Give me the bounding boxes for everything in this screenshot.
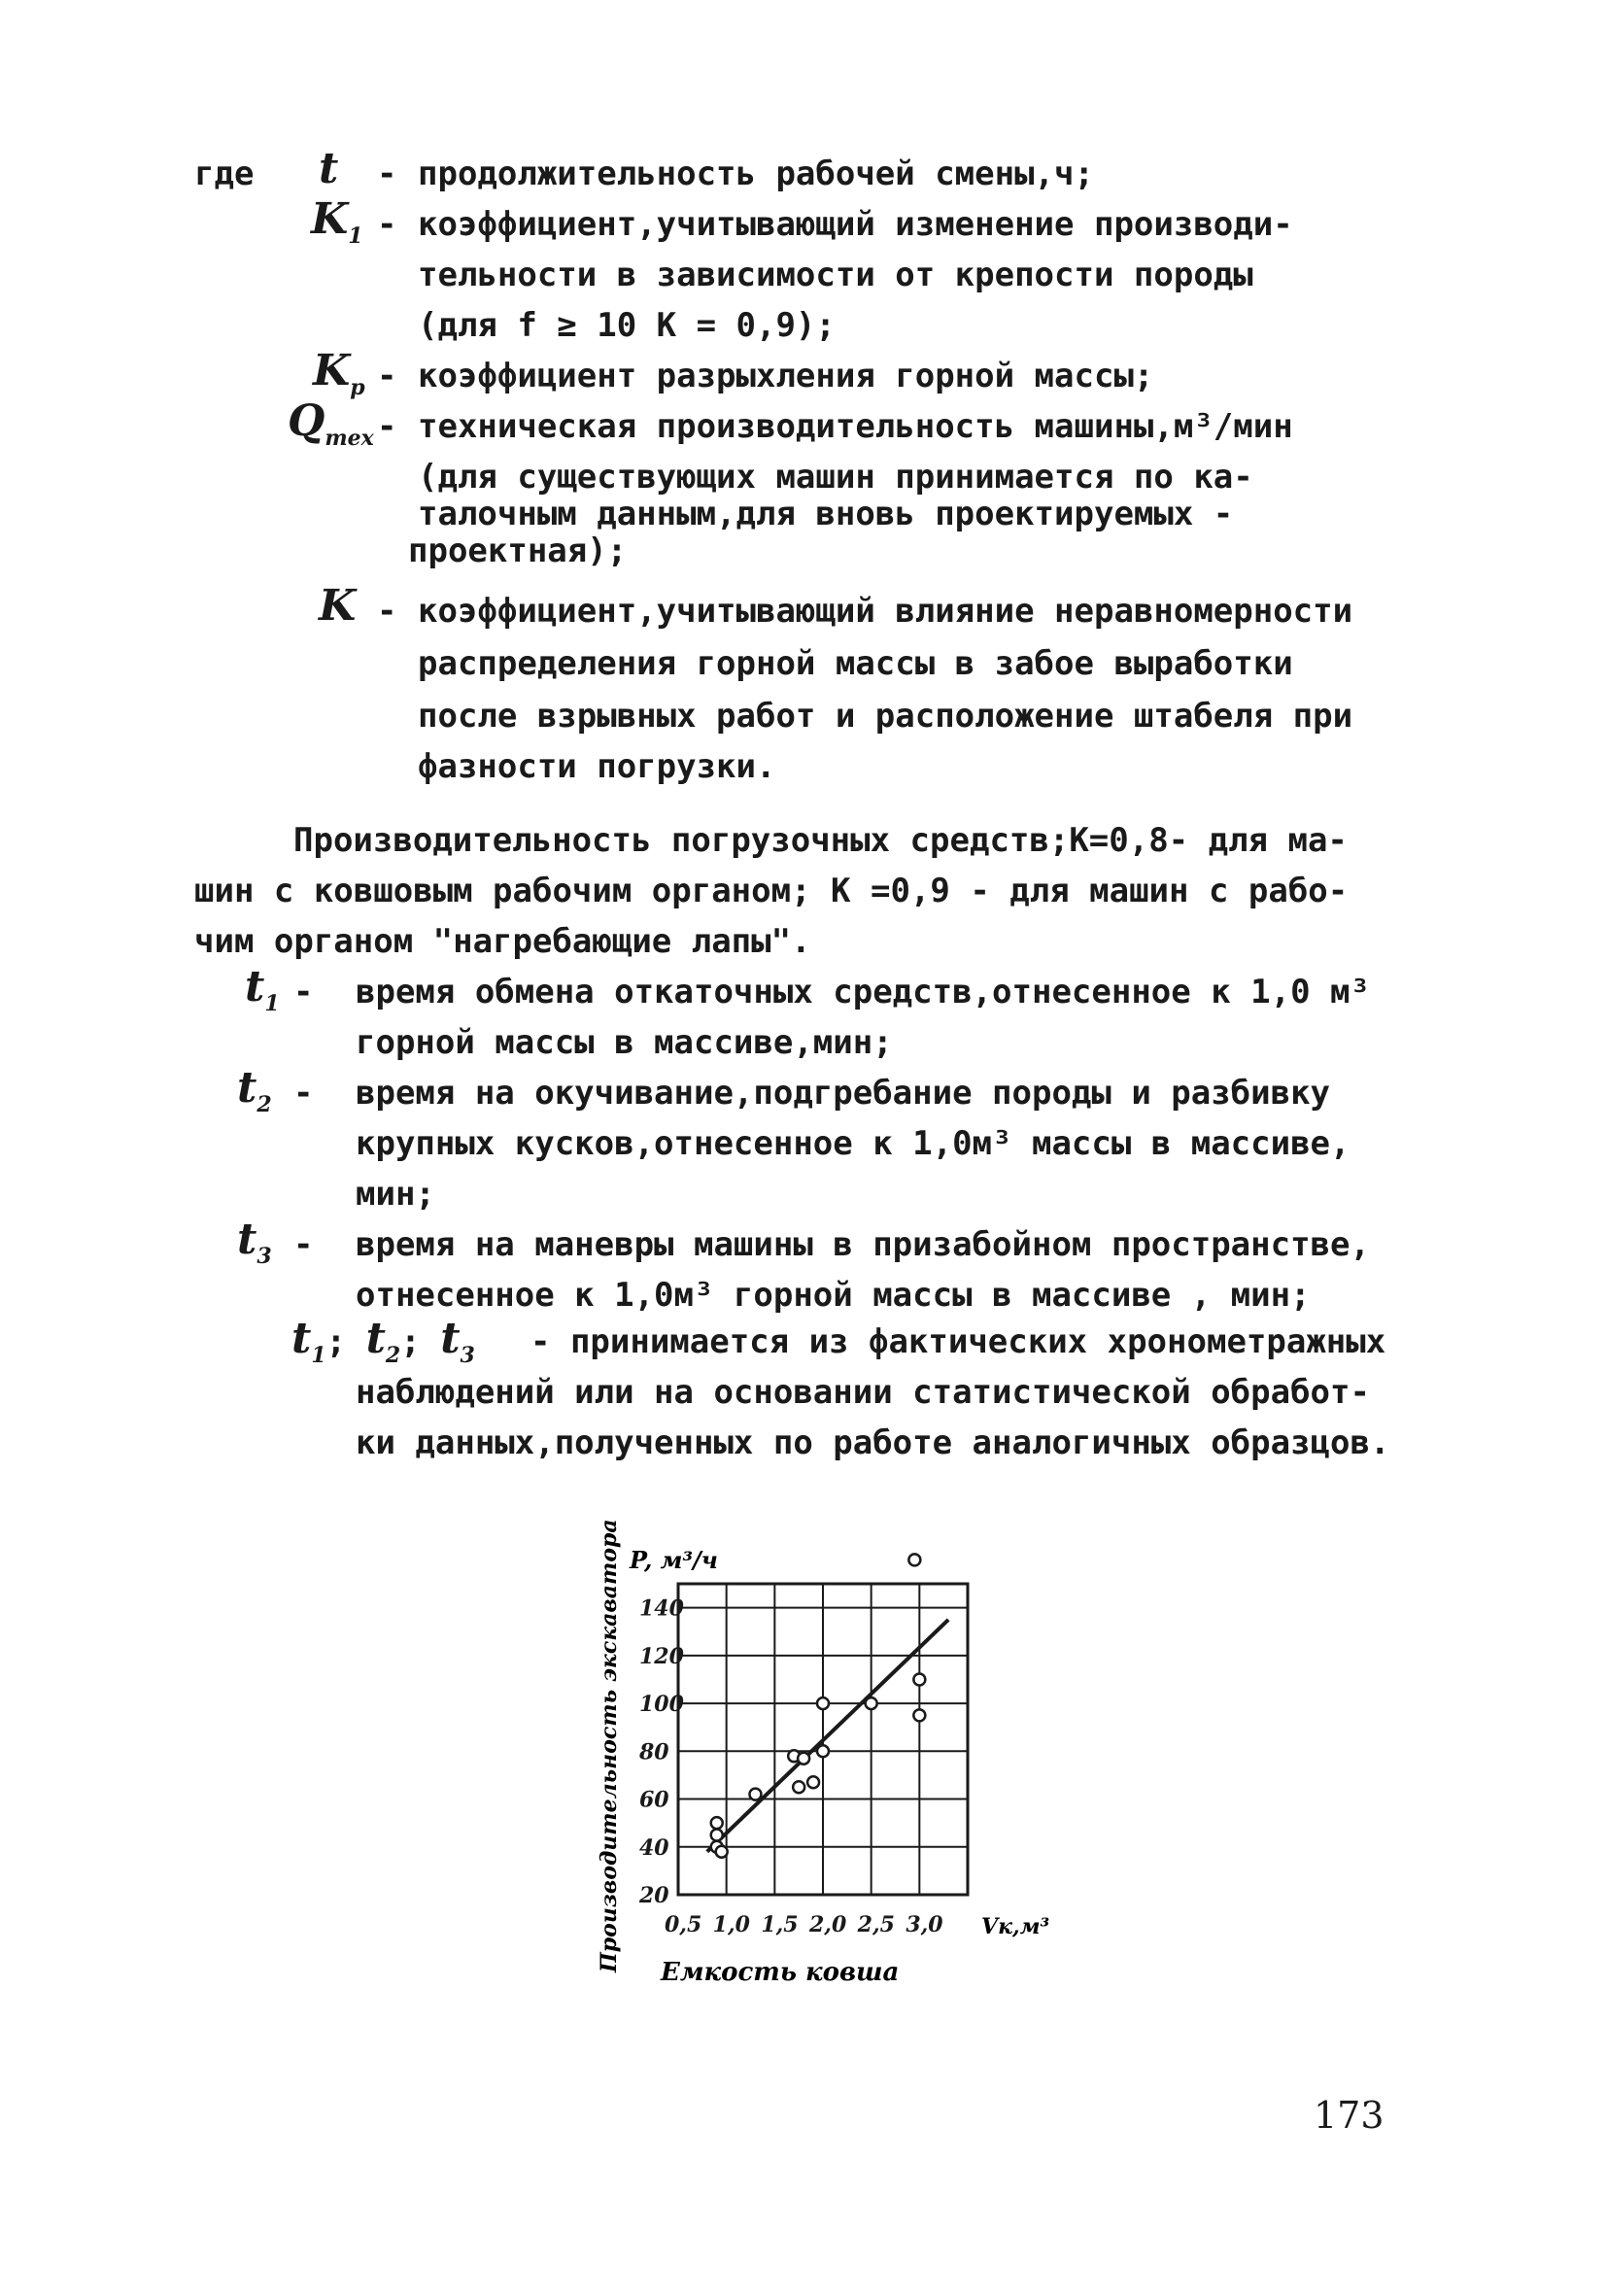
chart-point <box>908 1554 920 1565</box>
chart-xtick-label: 1,5 <box>761 1912 799 1937</box>
chart-ytick-label: 20 <box>639 1883 669 1908</box>
def-t2-line-3: мин; <box>356 1175 435 1214</box>
symbol-qtex: $Q_{тех}$ <box>288 396 374 451</box>
def-k-line-4: фазности погрузки. <box>418 747 776 786</box>
chart-xtick-label: 0,5 <box>665 1912 702 1937</box>
chart-xtick-label: 1,0 <box>712 1912 750 1937</box>
paragraph-line-2: шин с ковшовым рабочим органом; K =0,9 - для машин с рабо- <box>194 872 1349 910</box>
chart-point <box>913 1709 925 1721</box>
chart-ytick-label: 80 <box>639 1739 669 1765</box>
def-qtex-line-3: талочным данным,для вновь проектируемых - <box>418 495 1234 533</box>
chart-ylabel: Производительность экскаватора <box>597 1519 622 1972</box>
def-k-line-2: распределения горной массы в забое выработки <box>418 644 1293 683</box>
symbol-t3: $t_3$ <box>237 1215 272 1269</box>
symbol-t1: $t_1$ <box>245 962 280 1016</box>
chart-point <box>866 1697 877 1709</box>
def-qtex-line-2: (для существующих машин принимается по ка- <box>418 458 1253 497</box>
t-all-line-2: наблюдений или на основании статистической обработ- <box>356 1373 1370 1412</box>
chart-ytick-label: 40 <box>639 1834 669 1861</box>
chart-xtick-label: 2,0 <box>809 1912 847 1937</box>
def-qtex-line-4: проектная); <box>408 531 628 570</box>
symbol-k: K <box>319 581 357 631</box>
productivity-chart <box>583 1487 1049 1992</box>
def-kp-line: коэффициент разрыхления горной массы; <box>418 357 1154 395</box>
def-qtex-dash: - <box>377 407 397 446</box>
def-t2-dash: - <box>293 1074 314 1113</box>
def-qtex-line-1: техническая производительность машины,м³/мин <box>418 407 1293 446</box>
chart-point <box>749 1789 761 1800</box>
def-t3-dash: - <box>293 1225 314 1264</box>
symbol-kp: $K_р$ <box>313 346 365 400</box>
def-t3-line-2: отнесенное к 1,0м³ горной массы в массиве , мин; <box>356 1276 1311 1315</box>
chart-ytick-label: 140 <box>639 1595 684 1622</box>
where-word: где <box>194 154 255 193</box>
symbol-t: t <box>319 144 339 193</box>
chart-ytick-label: 60 <box>639 1787 669 1813</box>
chart-point <box>817 1697 829 1709</box>
chart-point <box>711 1817 723 1829</box>
chart-point <box>807 1776 819 1788</box>
def-t1-dash: - <box>293 973 314 1011</box>
def-k1-dash: - <box>377 205 397 244</box>
chart-point <box>817 1745 829 1757</box>
def-t2-line-2: крупных кусков,отнесенное к 1,0м³ массы в массиве, <box>356 1124 1351 1163</box>
t-all-line-1: - принимается из фактических хронометражных <box>530 1322 1386 1361</box>
chart-xtick-label: 2,5 <box>857 1912 895 1937</box>
def-k-line-1: коэффициент,учитывающий влияние неравномерности <box>418 592 1353 631</box>
chart-trend-line <box>707 1620 948 1852</box>
chart-point <box>716 1846 728 1858</box>
def-t-line: продолжительность рабочей смены,ч; <box>418 154 1094 193</box>
symbol-t-all: $t_1$; $t_2$; $t_3$ <box>291 1314 475 1368</box>
def-t1-line-2: горной массы в массиве,мин; <box>356 1023 893 1062</box>
symbol-t2: $t_2$ <box>237 1063 272 1117</box>
def-t-dash: - <box>377 154 397 193</box>
chart-point <box>793 1781 804 1793</box>
def-t2-line-1: время на окучивание,подгребание породы и разбивку <box>356 1074 1331 1113</box>
chart-ytick-label: 100 <box>639 1692 684 1718</box>
def-k1-line-3: (для f ≥ 10 K = 0,9); <box>418 306 836 345</box>
chart-marks <box>707 1554 948 1857</box>
symbol-k1: $K_1$ <box>311 194 363 249</box>
def-t3-line-1: время на маневры машины в призабойном пространстве, <box>356 1225 1370 1264</box>
chart-ytick-label: 120 <box>639 1643 684 1669</box>
chart-point <box>711 1829 723 1840</box>
def-t1-line-1: время обмена откаточных средств,отнесенное к 1,0 м³ <box>356 973 1370 1011</box>
paragraph-line-1: Производительность погрузочных средств;K=0,8- для ма- <box>293 821 1348 860</box>
def-k1-line-1: коэффициент,учитывающий изменение производи- <box>418 205 1293 244</box>
def-k1-line-2: тельности в зависимости от крепости породы <box>418 256 1253 294</box>
chart-xlabel: Емкость ковша <box>661 1958 900 1987</box>
def-kp-dash: - <box>377 357 397 395</box>
chart-point <box>798 1753 809 1765</box>
page-number: 173 <box>1314 2094 1385 2137</box>
def-k-line-3: после взрывных работ и расположение штабеля при <box>418 697 1353 736</box>
paragraph-line-3: чим органом "нагребающие лапы". <box>194 922 811 961</box>
chart-point <box>913 1673 925 1685</box>
chart-xunit: Vк,м³ <box>981 1914 1049 1939</box>
chart-yunit: P, м³/ч <box>630 1546 718 1574</box>
def-k-dash: - <box>377 592 397 631</box>
chart-xtick-label: 3,0 <box>906 1912 943 1937</box>
t-all-line-3: ки данных,полученных по работе аналогичных образцов. <box>356 1423 1390 1462</box>
